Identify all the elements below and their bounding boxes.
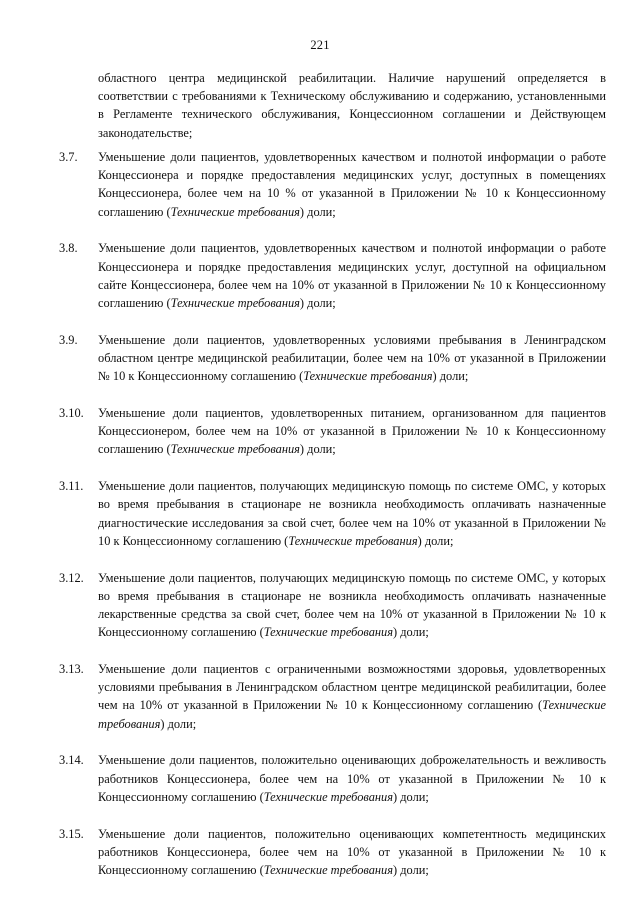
list-item (59, 660, 606, 733)
item-number: 3.9. (59, 332, 78, 347)
italic-reference: Технические требования (288, 533, 418, 548)
numbered-list (59, 148, 606, 898)
item-number: 3.15. (59, 826, 84, 841)
item-text: Уменьшение доли пациентов с ограниченными возможностями здоровья, удовлетворенных условиями пребывания в Ленинградском областном центре медицинской реабилитации, более чем на 10% от указанной в Приложении № 10 к Концессионному соглашению (Технические требования) доли; (98, 662, 606, 731)
page-number: 221 (310, 38, 330, 52)
list-item (59, 331, 606, 386)
item-number: 3.8. (59, 241, 78, 256)
item-text: Уменьшение доли пациентов, удовлетворенных качеством и полнотой информации о работе Концессионера и порядке предоставления медицинских услуг, доступных в помещениях Концессионера, более чем на 10 % от указанной в Приложении № 10 к Концессионному соглашению (Технические требования) доли; (98, 150, 606, 219)
item-text: Уменьшение доли пациентов, положительно оценивающих доброжелательность и вежливость работников Концессионера, более чем на 10% от указанной в Приложении № 10 к Концессионному соглашению (Технические требования) доли; (98, 753, 606, 804)
list-item (59, 825, 606, 880)
list-item (59, 239, 606, 312)
item-text: Уменьшение доли пациентов, положительно оценивающих компетентность медицинских работников Концессионера, более чем на 10% от указанной в Приложении № 10 к Концессионному соглашению (Технические требования) доли; (98, 826, 606, 878)
italic-reference: Технические требования (263, 789, 394, 804)
list-item (59, 404, 606, 459)
intro-paragraph: областного центра медицинской реабилитации. Наличие нарушений определяется в соответствии с требованиями к Техническому обслуживанию и содержанию, установленными в Регламенте технического обслуживания, Концессионном соглашении и Действующем законодательстве; (98, 71, 606, 140)
item-text: Уменьшение доли пациентов, удовлетворенных условиями пребывания в Ленинградском областном центре медицинской реабилитации, более чем на 10% от указанной в Приложении № 10 к Концессионному соглашению (Технические требования) доли; (98, 332, 606, 384)
italic-reference: Технические требования (98, 698, 606, 731)
item-number: 3.10. (59, 406, 84, 421)
italic-reference: Технические требования (303, 369, 433, 384)
item-text: Уменьшение доли пациентов, получающих медицинскую помощь по системе ОМС, у которых во время пребывания в стационаре не возникла необходимость оплачивать назначенные лекарственные средства за свой счет, более чем на 10% от указанной в Приложении № 10 к Концессионному соглашению (Технические требования) доли; (98, 570, 606, 640)
italic-reference: Технические требования (263, 625, 394, 640)
item-number: 3.12. (59, 570, 84, 585)
italic-reference: Технические требования (170, 204, 300, 219)
list-item (59, 569, 606, 642)
item-text: Уменьшение доли пациентов, удовлетворенных питанием, организованном для пациентов Концессионером, более чем на 10% от указанной в Приложении № 10 к Концессионному соглашению (Технические требования) доли; (98, 406, 606, 457)
item-number: 3.11. (59, 479, 84, 494)
italic-reference: Технические требования (170, 442, 300, 457)
item-text: Уменьшение доли пациентов, удовлетворенных качеством и полнотой информации о работе Концессионера и порядке предоставления медицинских услуг, доступной на официальном сайте Концессионера, более чем на 10% от указанной в Приложении № 10 к Концессионному соглашению (Технические требования) доли; (98, 241, 606, 311)
italic-reference: Технические требования (170, 296, 300, 311)
item-number: 3.7. (59, 150, 78, 164)
italic-reference: Технические требования (263, 863, 394, 878)
list-item (59, 477, 606, 550)
item-number: 3.14. (59, 753, 84, 768)
item-number: 3.13. (59, 662, 84, 677)
list-item (59, 751, 606, 806)
list-item (59, 148, 606, 221)
item-text: Уменьшение доли пациентов, получающих медицинскую помощь по системе ОМС, у которых во время пребывания в стационаре не возникла необходимость оплачивать назначенные диагностические исследования за свой счет, более чем на 10% от указанной в Приложении № 10 к Концессионному соглашению (Технические требования) доли; (98, 479, 606, 548)
